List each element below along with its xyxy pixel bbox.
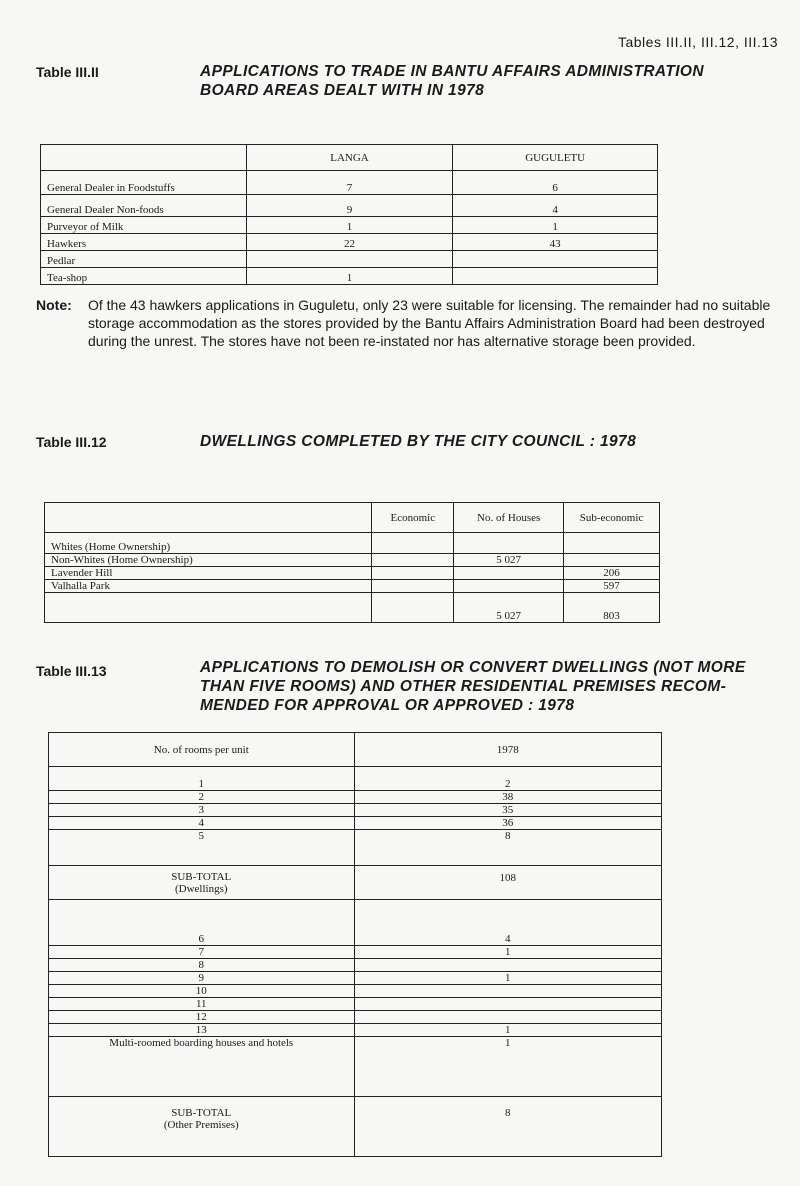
- subtotal-label: SUB-TOTAL: [171, 1107, 232, 1119]
- subtotal-other-row: [49, 1097, 662, 1157]
- table-row: [41, 268, 658, 285]
- table-11-header-guguletu: GUGULETU: [453, 145, 658, 171]
- langa-value: 22: [246, 234, 453, 251]
- table-row: [49, 900, 662, 946]
- count-value: 2: [354, 767, 661, 791]
- rooms-label: 13: [49, 1024, 355, 1037]
- houses-value: [454, 533, 564, 554]
- langa-value: 7: [246, 171, 453, 195]
- table-13-title-line2: THAN FIVE ROOMS) AND OTHER RESIDENTIAL PREMISES RECOM-: [200, 678, 727, 695]
- table-13-header-row: [49, 733, 662, 767]
- row-label: General Dealer Non-foods: [41, 195, 247, 217]
- count-value: 1: [354, 1037, 661, 1097]
- table-11-title-line2: BOARD AREAS DEALT WITH IN 1978: [200, 82, 485, 99]
- table-row: [49, 1011, 662, 1024]
- table-11: [40, 144, 658, 285]
- row-label: Whites (Home Ownership): [45, 533, 372, 554]
- sub-economic-value: 206: [564, 567, 660, 580]
- subtotal-other-value: 8: [354, 1097, 661, 1157]
- table-13-title-line1: APPLICATIONS TO DEMOLISH OR CONVERT DWELLINGS (NOT MORE: [200, 659, 746, 676]
- row-label: Tea-shop: [41, 268, 247, 285]
- langa-value: 1: [246, 268, 453, 285]
- economic-value: [372, 533, 454, 554]
- guguletu-value: 1: [453, 217, 658, 234]
- row-label: Valhalla Park: [45, 580, 372, 593]
- count-value: 38: [354, 791, 661, 804]
- table-13-header-rooms: No. of rooms per unit: [49, 733, 355, 767]
- table-row: [41, 251, 658, 268]
- row-label: Purveyor of Milk: [41, 217, 247, 234]
- table-11-header-langa: LANGA: [246, 145, 453, 171]
- note-label: Note:: [36, 297, 72, 313]
- count-value: 1: [354, 946, 661, 959]
- table-row: [41, 195, 658, 217]
- table-row: [49, 985, 662, 998]
- langa-value: [246, 251, 453, 268]
- guguletu-value: [453, 251, 658, 268]
- table-11-title-line1: APPLICATIONS TO TRADE IN BANTU AFFAIRS ADMINISTRATION: [200, 63, 704, 80]
- table-12-title: DWELLINGS COMPLETED BY THE CITY COUNCIL : 1978: [200, 433, 637, 450]
- table-11-header-row: [41, 145, 658, 171]
- table-12-header-economic: Economic: [372, 503, 454, 533]
- total-sub-economic: 803: [564, 593, 660, 623]
- economic-value: [372, 580, 454, 593]
- table-13: [48, 732, 662, 1157]
- table-row: [41, 217, 658, 234]
- rooms-label: 11: [49, 998, 355, 1011]
- total-houses: 5 027: [454, 593, 564, 623]
- table-row: [45, 580, 660, 593]
- table-12-header-blank: [45, 503, 372, 533]
- subtotal-other-label: [49, 1097, 355, 1157]
- count-value: [354, 985, 661, 998]
- count-value: [354, 998, 661, 1011]
- rooms-label: 3: [49, 804, 355, 817]
- table-12-total-row: [45, 593, 660, 623]
- table-13-label: Table III.13: [36, 663, 107, 679]
- total-economic: [372, 593, 454, 623]
- rooms-label: 10: [49, 985, 355, 998]
- guguletu-value: 43: [453, 234, 658, 251]
- count-value: 4: [354, 900, 661, 946]
- houses-value: [454, 567, 564, 580]
- subtotal-sublabel: (Other Premises): [163, 1119, 239, 1131]
- rooms-label: 9: [49, 972, 355, 985]
- table-13-title-line3: MENDED FOR APPROVAL OR APPROVED : 1978: [200, 697, 575, 714]
- table-12: [44, 502, 660, 623]
- row-label: Lavender Hill: [45, 567, 372, 580]
- table-row: [49, 972, 662, 985]
- economic-value: [372, 567, 454, 580]
- subtotal-dwellings-row: [49, 866, 662, 900]
- total-label: [45, 593, 372, 623]
- table-row: [49, 959, 662, 972]
- table-row: [45, 554, 660, 567]
- sub-economic-value: 597: [564, 580, 660, 593]
- count-value: [354, 1011, 661, 1024]
- houses-value: 5 027: [454, 554, 564, 567]
- economic-value: [372, 554, 454, 567]
- table-row: [49, 1037, 662, 1097]
- subtotal-label: SUB-TOTAL: [171, 870, 232, 883]
- table-13-title: [200, 658, 746, 715]
- table-row: [49, 1024, 662, 1037]
- subtotal-sublabel: (Dwellings): [174, 882, 228, 895]
- rooms-label: 1: [49, 767, 355, 791]
- sub-economic-value: [564, 554, 660, 567]
- count-value: 8: [354, 830, 661, 866]
- table-row: [49, 998, 662, 1011]
- rooms-label: 8: [49, 959, 355, 972]
- table-11-title: [200, 62, 704, 100]
- table-12-header-houses: No. of Houses: [454, 503, 564, 533]
- rooms-label: 5: [49, 830, 355, 866]
- row-label: General Dealer in Foodstuffs: [41, 171, 247, 195]
- table-13-header-1978: 1978: [354, 733, 661, 767]
- row-label: Pedlar: [41, 251, 247, 268]
- count-value: [354, 959, 661, 972]
- count-value: 35: [354, 804, 661, 817]
- note: [36, 296, 776, 350]
- rooms-label: Multi-roomed boarding houses and hotels: [49, 1037, 355, 1097]
- page-header: Tables III.II, III.12, III.13: [617, 34, 778, 50]
- table-row: [49, 830, 662, 866]
- table-12-label: Table III.12: [36, 434, 107, 450]
- table-11-header-blank: [41, 145, 247, 171]
- table-row: [49, 946, 662, 959]
- table-row: [45, 533, 660, 554]
- langa-value: 9: [246, 195, 453, 217]
- table-row: [41, 234, 658, 251]
- table-row: [49, 804, 662, 817]
- subtotal-dwellings-value: 108: [354, 866, 661, 900]
- row-label: Hawkers: [41, 234, 247, 251]
- rooms-label: 12: [49, 1011, 355, 1024]
- rooms-label: 4: [49, 817, 355, 830]
- rooms-label: 7: [49, 946, 355, 959]
- table-12-header-row: [45, 503, 660, 533]
- row-label: Non-Whites (Home Ownership): [45, 554, 372, 567]
- rooms-label: 6: [49, 900, 355, 946]
- table-row: [41, 171, 658, 195]
- note-text: Of the 43 hawkers applications in Guguletu, only 23 were suitable for licensing. The remainder had no suitable storage accommodation as the stores provided by the Bantu Affairs Administration Board had been destroyed during the unrest. The stores have not been re-instated nor has alternative storage been provided.: [88, 297, 771, 349]
- table-12-header-sub-economic: Sub-economic: [564, 503, 660, 533]
- guguletu-value: 4: [453, 195, 658, 217]
- table-row: [49, 767, 662, 791]
- count-value: 36: [354, 817, 661, 830]
- table-11-label: Table III.II: [36, 64, 99, 80]
- langa-value: 1: [246, 217, 453, 234]
- rooms-label: 2: [49, 791, 355, 804]
- table-row: [49, 791, 662, 804]
- count-value: 1: [354, 972, 661, 985]
- table-row: [49, 817, 662, 830]
- subtotal-dwellings-label: [49, 866, 355, 900]
- guguletu-value: [453, 268, 658, 285]
- houses-value: [454, 580, 564, 593]
- sub-economic-value: [564, 533, 660, 554]
- table-row: [45, 567, 660, 580]
- count-value: 1: [354, 1024, 661, 1037]
- guguletu-value: 6: [453, 171, 658, 195]
